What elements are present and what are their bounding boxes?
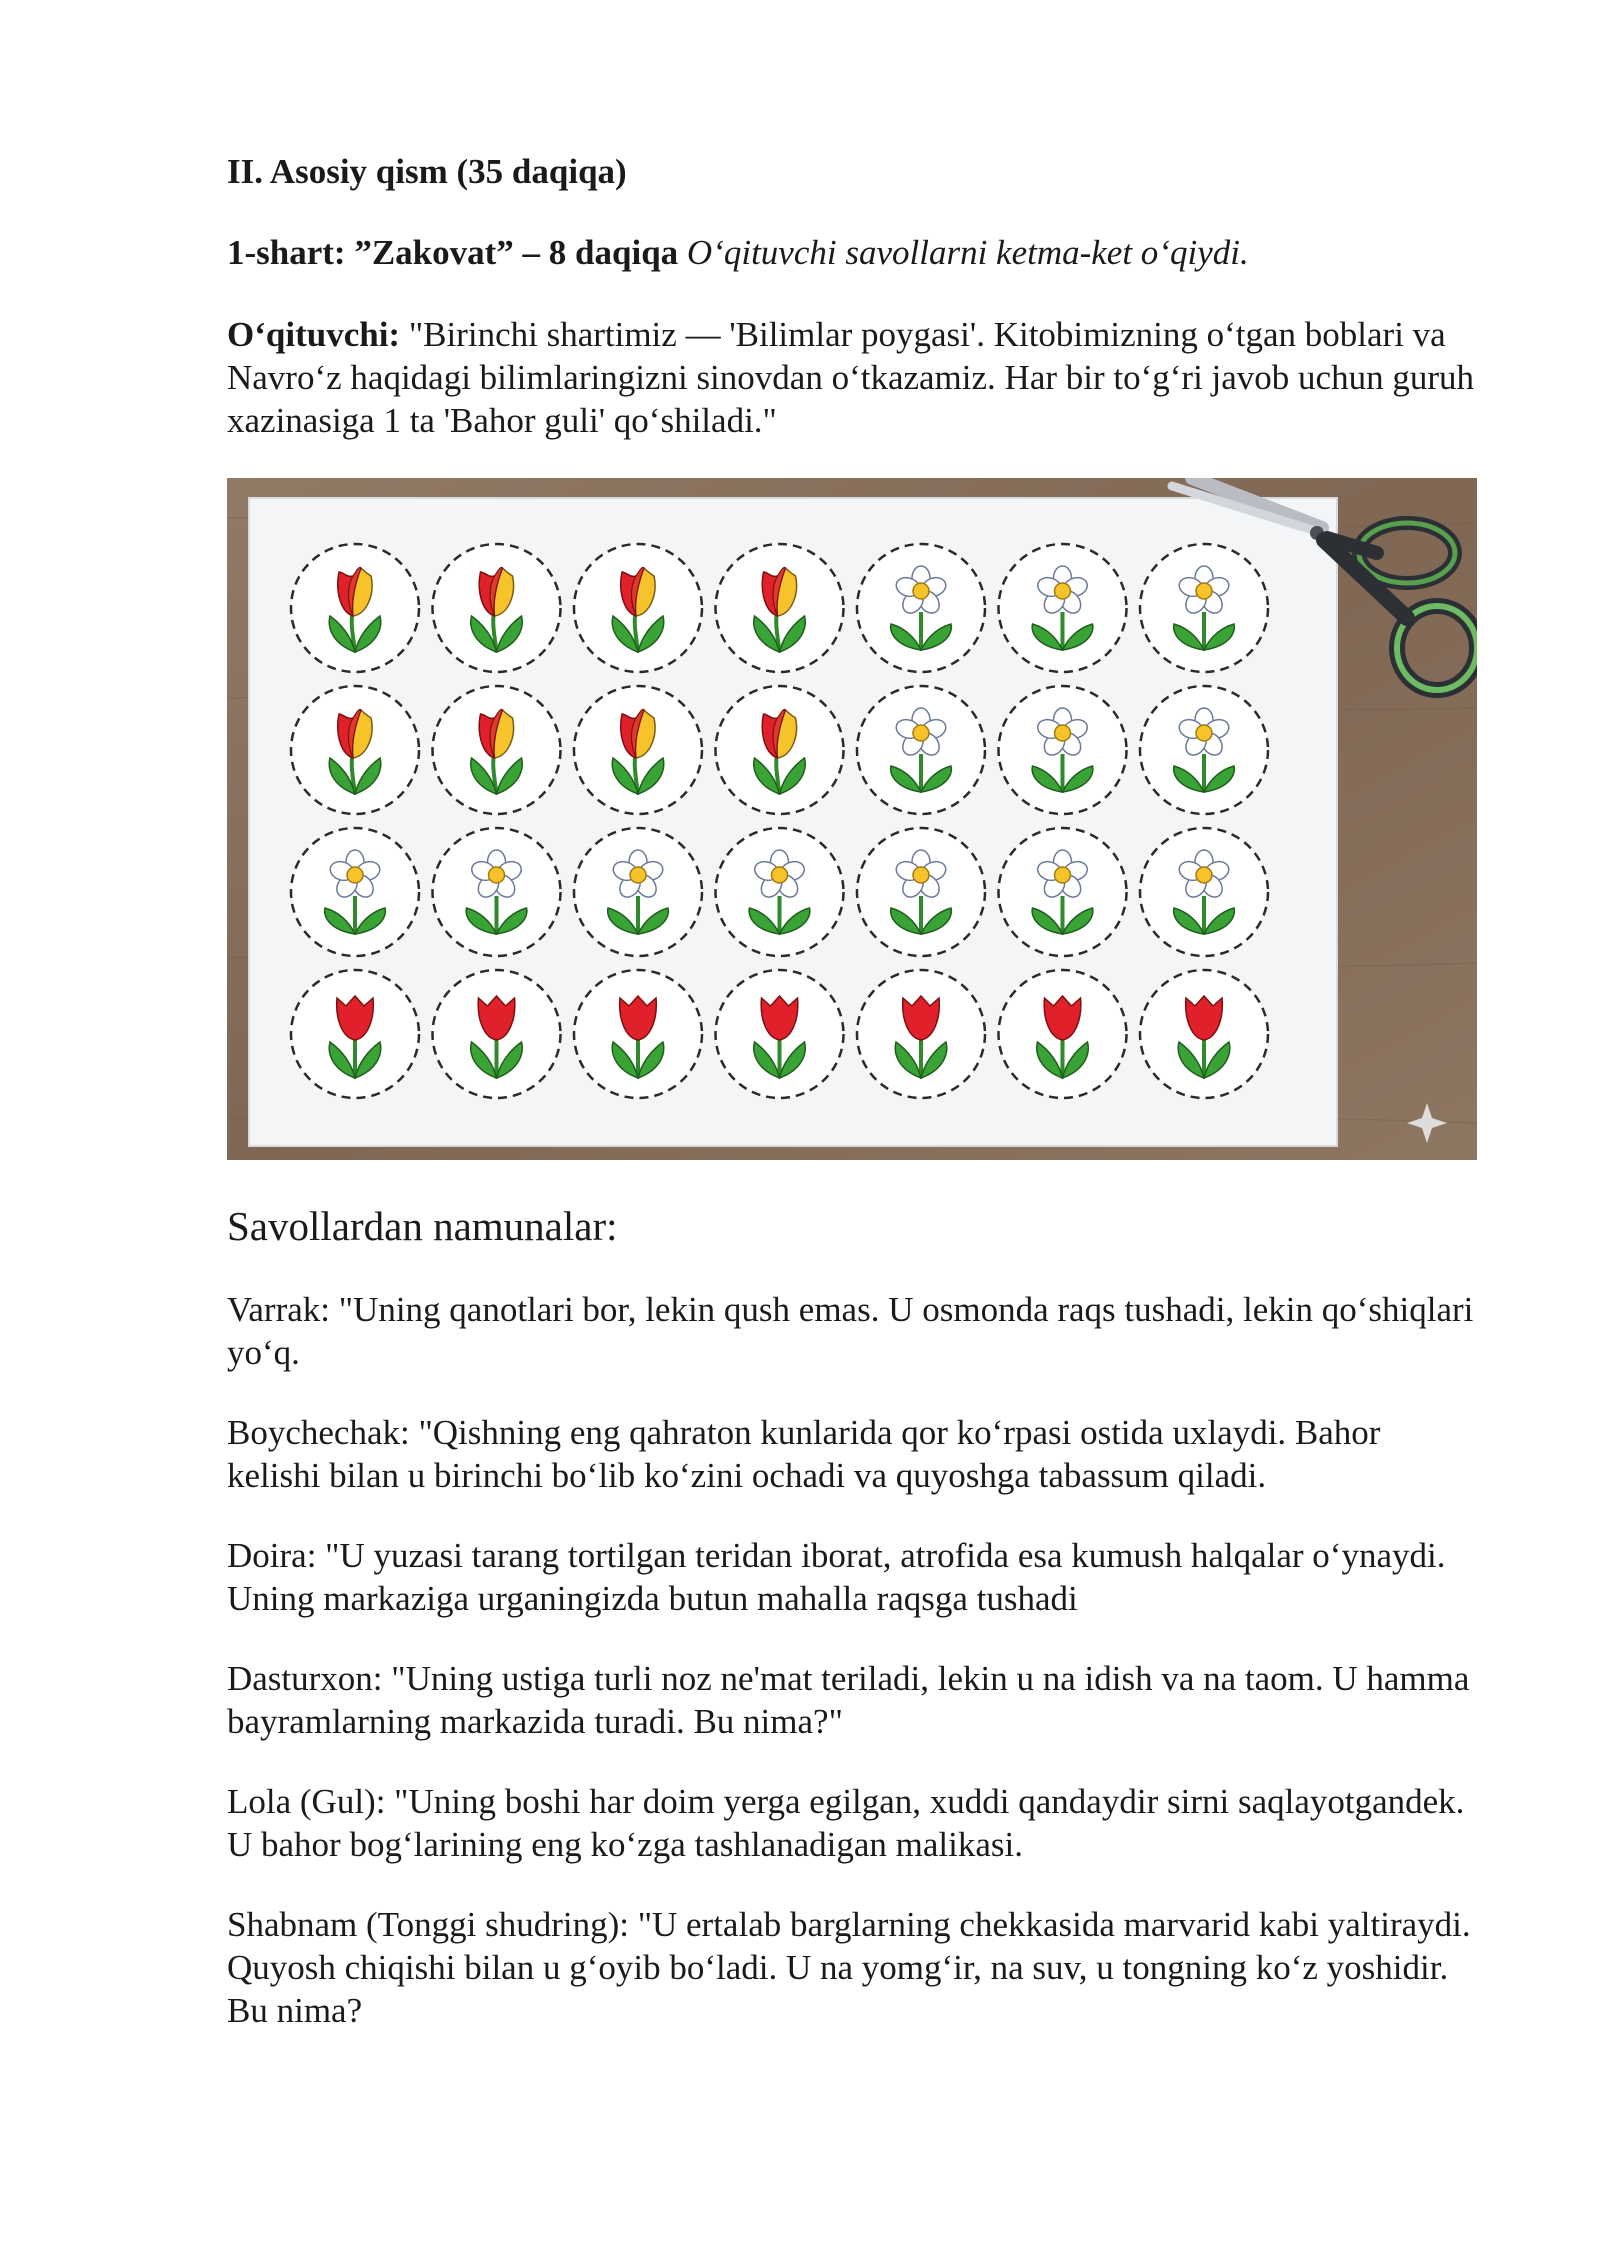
teacher-text: "Birinchi shartimiz — 'Bilimlar poygasi'. Kitobimizning o‘tgan boblari va Navro‘z haqidagi bilimlaringizni sinovdan o‘tkazamiz. Har bir to‘g‘ri javob uchun guruh xazinasiga 1 ta 'Bahor guli' qo‘shiladi." (227, 315, 1474, 440)
flower-card (574, 544, 702, 672)
flower-card (433, 686, 561, 814)
question-item: Varrak: "Uning qanotlari bor, lekin qush emas. U osmonda raqs tushadi, lekin qo‘shiqlari yo‘q. (227, 1290, 1474, 1372)
section-heading: II. Asosiy qism (35 daqiqa) (227, 152, 627, 191)
flower-card (999, 828, 1127, 956)
question-item: Doira: "U yuzasi tarang tortilgan teridan iborat, atrofida esa kumush halqalar o‘ynaydi. Uning markaziga urganingizda butun mahalla raqsga tushadi (227, 1536, 1446, 1618)
flower-card (574, 970, 702, 1098)
flower-card (1140, 686, 1268, 814)
flower-card (574, 686, 702, 814)
question-item: Lola (Gul): "Uning boshi har doim yerga egilgan, xuddi qandaydir sirni saqlayotgandek. U bahor bog‘larining eng ko‘zga tashlanadigan malikasi. (227, 1782, 1465, 1864)
shart-line (227, 233, 1249, 273)
question-item: Shabnam (Tonggi shudring): "U ertalab barglarning chekkasida marvarid kabi yaltiraydi. Quyosh chiqishi bilan u g‘oyib bo‘ladi. U na yomg‘ir, na suv, u tongning ko‘z yoshidir. Bu nima? (227, 1905, 1471, 2030)
flower-card (857, 544, 985, 672)
question-item: Boychechak: "Qishning eng qahraton kunlarida qor ko‘rpasi ostida uxlaydi. Bahor kelishi bilan u birinchi bo‘lib ko‘zini ochadi va quyoshga tabassum qiladi. (227, 1413, 1381, 1495)
teacher-label: O‘qituvchi: (227, 315, 401, 354)
flower-card (291, 828, 419, 956)
flower-card (1140, 828, 1268, 956)
teacher-paragraph (227, 313, 1477, 442)
flower-card (291, 686, 419, 814)
shart-title: 1-shart: ”Zakovat” – 8 daqiqa (227, 233, 679, 272)
flower-card (716, 828, 844, 956)
flower-card (716, 970, 844, 1098)
flower-card (433, 828, 561, 956)
flower-card (291, 970, 419, 1098)
flower-card (716, 686, 844, 814)
flower-card (433, 970, 561, 1098)
flower-card (857, 970, 985, 1098)
flower-card (433, 544, 561, 672)
flower-cards-photo (227, 478, 1477, 1160)
flower-card (857, 686, 985, 814)
flower-card (716, 544, 844, 672)
flower-card (291, 544, 419, 672)
flower-card (999, 686, 1127, 814)
shart-instruction: O‘qituvchi savollarni ketma-ket o‘qiydi. (686, 233, 1249, 272)
flower-card (1140, 544, 1268, 672)
flower-card (999, 970, 1127, 1098)
flower-card (857, 828, 985, 956)
flower-card (574, 828, 702, 956)
question-item: Dasturxon: "Uning ustiga turli noz ne'mat teriladi, lekin u na idish va na taom. U hamma bayramlarning markazida turadi. Bu nima?" (227, 1659, 1470, 1741)
flower-card (999, 544, 1127, 672)
samples-title: Savollardan namunalar: (227, 1203, 618, 1249)
flower-card (1140, 970, 1268, 1098)
